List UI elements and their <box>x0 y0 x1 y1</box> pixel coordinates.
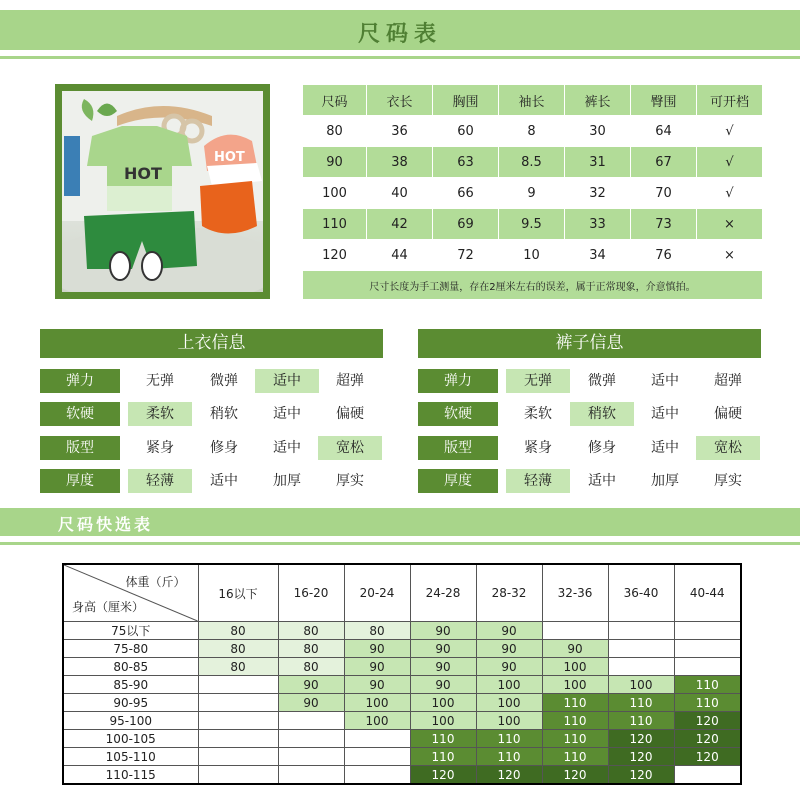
product-photo-scene <box>62 91 263 292</box>
weight-header: 32-36 <box>542 564 608 622</box>
attr-option: 修身 <box>210 440 238 456</box>
quick-row <box>63 622 741 640</box>
corner-weight-label: 体重（斤） <box>125 575 186 589</box>
size-recommendation <box>674 766 741 785</box>
size-recommendation: 100 <box>476 712 542 730</box>
top_info-row <box>40 436 385 460</box>
size-cell-size: 100 <box>303 178 367 209</box>
product-illustration <box>62 91 263 292</box>
quick-row <box>63 766 741 785</box>
height-label: 75-80 <box>63 640 198 658</box>
attr-option: 厚实 <box>714 473 742 489</box>
corner-diagonal <box>64 565 198 621</box>
size-recommendation: 100 <box>608 676 674 694</box>
corner-height-label: 身高（厘米） <box>72 600 145 614</box>
size-recommendation <box>344 730 410 748</box>
attr-label: 厚度 <box>418 469 498 493</box>
size-recommendation <box>198 694 278 712</box>
size-cell: √ <box>697 116 763 147</box>
quick-row <box>63 676 741 694</box>
size-recommendation: 110 <box>542 748 608 766</box>
size-recommendation: 110 <box>476 730 542 748</box>
attr-option: 微弹 <box>210 373 238 389</box>
size-recommendation: 120 <box>674 730 741 748</box>
attr-option: 适中 <box>273 440 301 456</box>
size-recommendation: 80 <box>278 658 344 676</box>
size-recommendation: 110 <box>674 676 741 694</box>
attr-label: 厚度 <box>40 469 120 493</box>
weight-header: 28-32 <box>476 564 542 622</box>
attr-option: 偏硬 <box>714 406 742 422</box>
size-recommendation <box>278 712 344 730</box>
attr-option: 适中 <box>273 406 301 422</box>
size-cell: 60 <box>433 116 499 147</box>
size-cell: 9 <box>499 178 565 209</box>
size-recommendation: 100 <box>344 712 410 730</box>
attr-option: 柔软 <box>524 406 552 422</box>
size-cell: 63 <box>433 147 499 178</box>
size-cell: 32 <box>565 178 631 209</box>
hat-print: HOT <box>214 150 245 165</box>
shirt-print: HOT <box>124 164 162 183</box>
size-recommendation: 90 <box>410 658 476 676</box>
size-cell: 34 <box>565 240 631 271</box>
attr-option: 适中 <box>651 373 679 389</box>
weight-header: 36-40 <box>608 564 674 622</box>
product-photo <box>55 84 270 299</box>
attr-option: 加厚 <box>273 473 301 489</box>
attr-option: 加厚 <box>651 473 679 489</box>
pants_info-row <box>418 369 763 393</box>
quick-row <box>63 658 741 676</box>
size-header-cell: 衣长 <box>367 85 433 116</box>
attr-label: 版型 <box>418 436 498 460</box>
size-recommendation: 90 <box>542 640 608 658</box>
size-cell: 44 <box>367 240 433 271</box>
top_info-row <box>40 469 385 493</box>
pants-info-header: 裤子信息 <box>418 329 761 358</box>
size-cell: 33 <box>565 209 631 240</box>
size-cell: 42 <box>367 209 433 240</box>
size-cell: √ <box>697 178 763 209</box>
attr-option-selected: 适中 <box>255 369 319 393</box>
size-recommendation: 120 <box>542 766 608 785</box>
size-recommendation: 80 <box>198 640 278 658</box>
size-row <box>303 178 763 209</box>
attr-option-selected: 无弹 <box>506 369 570 393</box>
attr-option-selected: 轻薄 <box>128 469 192 493</box>
size-recommendation: 100 <box>344 694 410 712</box>
size-cell: × <box>697 240 763 271</box>
attr-label: 软硬 <box>40 402 120 426</box>
size-recommendation: 110 <box>410 748 476 766</box>
attr-option: 超弹 <box>714 373 742 389</box>
size-recommendation: 80 <box>278 622 344 640</box>
quick-header-row <box>63 564 741 622</box>
weight-header: 16以下 <box>198 564 278 622</box>
size-cell: 76 <box>631 240 697 271</box>
attr-option: 紧身 <box>146 440 174 456</box>
size-recommendation <box>674 622 741 640</box>
size-recommendation: 90 <box>410 622 476 640</box>
weight-header: 20-24 <box>344 564 410 622</box>
size-row <box>303 147 763 178</box>
size-recommendation <box>198 766 278 785</box>
size-recommendation <box>608 622 674 640</box>
quick-select-title: 尺码快选表 <box>58 515 154 534</box>
size-recommendation <box>198 748 278 766</box>
size-recommendation: 110 <box>542 694 608 712</box>
size-recommendation <box>674 640 741 658</box>
size-recommendation: 90 <box>410 640 476 658</box>
size-recommendation: 80 <box>278 640 344 658</box>
weight-header: 24-28 <box>410 564 476 622</box>
attr-option: 修身 <box>588 440 616 456</box>
title-underline <box>0 56 800 59</box>
size-recommendation: 120 <box>410 766 476 785</box>
size-cell: 9.5 <box>499 209 565 240</box>
attr-option: 适中 <box>210 473 238 489</box>
size-row <box>303 116 763 147</box>
size-cell: 8 <box>499 116 565 147</box>
size-cell-size: 80 <box>303 116 367 147</box>
top_info-row <box>40 369 385 393</box>
size-cell: 69 <box>433 209 499 240</box>
attr-label: 弹力 <box>418 369 498 393</box>
size-recommendation: 120 <box>476 766 542 785</box>
size-cell: 70 <box>631 178 697 209</box>
height-label: 105-110 <box>63 748 198 766</box>
size-recommendation <box>344 748 410 766</box>
quick-select-table <box>62 563 742 785</box>
attr-option: 微弹 <box>588 373 616 389</box>
size-header-cell: 尺码 <box>303 85 367 116</box>
size-cell: 10 <box>499 240 565 271</box>
size-recommendation: 90 <box>476 658 542 676</box>
size-recommendation: 120 <box>674 748 741 766</box>
height-label: 100-105 <box>63 730 198 748</box>
attr-option: 超弹 <box>336 373 364 389</box>
size-recommendation: 80 <box>198 622 278 640</box>
weight-header: 40-44 <box>674 564 741 622</box>
quick-row <box>63 694 741 712</box>
height-label: 85-90 <box>63 676 198 694</box>
size-cell: 67 <box>631 147 697 178</box>
size-cell-size: 120 <box>303 240 367 271</box>
attr-option: 适中 <box>651 406 679 422</box>
size-recommendation <box>344 766 410 785</box>
size-recommendation: 80 <box>198 658 278 676</box>
size-recommendation: 110 <box>476 748 542 766</box>
height-label: 90-95 <box>63 694 198 712</box>
quick-row <box>63 748 741 766</box>
attr-option: 无弹 <box>146 373 174 389</box>
size-recommendation: 100 <box>410 712 476 730</box>
size-recommendation <box>278 766 344 785</box>
size-table <box>302 84 763 300</box>
page-title: 尺码表 <box>357 22 442 47</box>
size-header-cell: 臀围 <box>631 85 697 116</box>
size-note: 尺寸长度为手工测量，存在2厘米左右的误差，属于正常现象，介意慎拍。 <box>303 271 763 300</box>
size-header-cell: 裤长 <box>565 85 631 116</box>
quick-row <box>63 640 741 658</box>
size-recommendation <box>674 658 741 676</box>
size-recommendation: 90 <box>410 676 476 694</box>
quick-row <box>63 730 741 748</box>
size-recommendation <box>198 712 278 730</box>
height-label: 95-100 <box>63 712 198 730</box>
size-recommendation: 90 <box>344 676 410 694</box>
size-header-cell: 袖长 <box>499 85 565 116</box>
attr-option: 稍软 <box>210 406 238 422</box>
attr-option-selected: 稍软 <box>570 402 634 426</box>
height-label: 110-115 <box>63 766 198 785</box>
size-cell: 8.5 <box>499 147 565 178</box>
size-cell: 31 <box>565 147 631 178</box>
size-recommendation: 110 <box>674 694 741 712</box>
size-recommendation: 80 <box>344 622 410 640</box>
size-cell: 36 <box>367 116 433 147</box>
size-recommendation <box>542 622 608 640</box>
size-cell: 38 <box>367 147 433 178</box>
size-recommendation: 90 <box>476 640 542 658</box>
size-table-header <box>303 85 763 116</box>
attr-option-selected: 轻薄 <box>506 469 570 493</box>
quick-row <box>63 712 741 730</box>
size-recommendation: 120 <box>608 748 674 766</box>
weight-header: 16-20 <box>278 564 344 622</box>
size-recommendation: 100 <box>410 694 476 712</box>
size-cell: × <box>697 209 763 240</box>
size-recommendation: 120 <box>608 766 674 785</box>
attr-option-selected: 宽松 <box>318 436 382 460</box>
size-recommendation: 110 <box>542 712 608 730</box>
attr-label: 版型 <box>40 436 120 460</box>
size-recommendation <box>198 730 278 748</box>
size-cell: 66 <box>433 178 499 209</box>
size-recommendation: 100 <box>542 658 608 676</box>
size-cell-size: 90 <box>303 147 367 178</box>
size-cell: 64 <box>631 116 697 147</box>
pants_info-row <box>418 469 763 493</box>
attr-option: 适中 <box>588 473 616 489</box>
size-recommendation: 90 <box>344 658 410 676</box>
attr-option-selected: 宽松 <box>696 436 760 460</box>
pants_info-row <box>418 402 763 426</box>
attr-label: 软硬 <box>418 402 498 426</box>
size-recommendation: 90 <box>278 694 344 712</box>
top-info-header: 上衣信息 <box>40 329 383 358</box>
pants_info-row <box>418 436 763 460</box>
top_info-row <box>40 402 385 426</box>
size-cell: 40 <box>367 178 433 209</box>
size-recommendation <box>278 748 344 766</box>
size-header-cell: 胸围 <box>433 85 499 116</box>
size-recommendation: 110 <box>410 730 476 748</box>
height-label: 80-85 <box>63 658 198 676</box>
size-cell-size: 110 <box>303 209 367 240</box>
size-row <box>303 240 763 271</box>
size-cell: 30 <box>565 116 631 147</box>
quick-select-underline <box>0 542 800 545</box>
size-recommendation: 100 <box>542 676 608 694</box>
size-cell: √ <box>697 147 763 178</box>
size-header-cell: 可开档 <box>697 85 763 116</box>
size-recommendation <box>608 640 674 658</box>
size-recommendation <box>198 676 278 694</box>
size-recommendation <box>608 658 674 676</box>
attr-option: 厚实 <box>336 473 364 489</box>
size-recommendation: 110 <box>608 712 674 730</box>
size-cell: 72 <box>433 240 499 271</box>
attr-option: 适中 <box>651 440 679 456</box>
size-recommendation: 110 <box>608 694 674 712</box>
height-label: 75以下 <box>63 622 198 640</box>
size-row <box>303 209 763 240</box>
attr-option: 紧身 <box>524 440 552 456</box>
size-recommendation: 90 <box>476 622 542 640</box>
size-recommendation: 110 <box>542 730 608 748</box>
attr-option: 偏硬 <box>336 406 364 422</box>
size-recommendation: 90 <box>344 640 410 658</box>
size-recommendation: 90 <box>278 676 344 694</box>
attr-option-selected: 柔软 <box>128 402 192 426</box>
size-recommendation <box>278 730 344 748</box>
size-cell: 73 <box>631 209 697 240</box>
attr-label: 弹力 <box>40 369 120 393</box>
size-note-row <box>303 271 763 300</box>
size-recommendation: 100 <box>476 676 542 694</box>
quick-corner-cell <box>63 564 198 622</box>
size-recommendation: 120 <box>608 730 674 748</box>
size-recommendation: 100 <box>476 694 542 712</box>
size-recommendation: 120 <box>674 712 741 730</box>
